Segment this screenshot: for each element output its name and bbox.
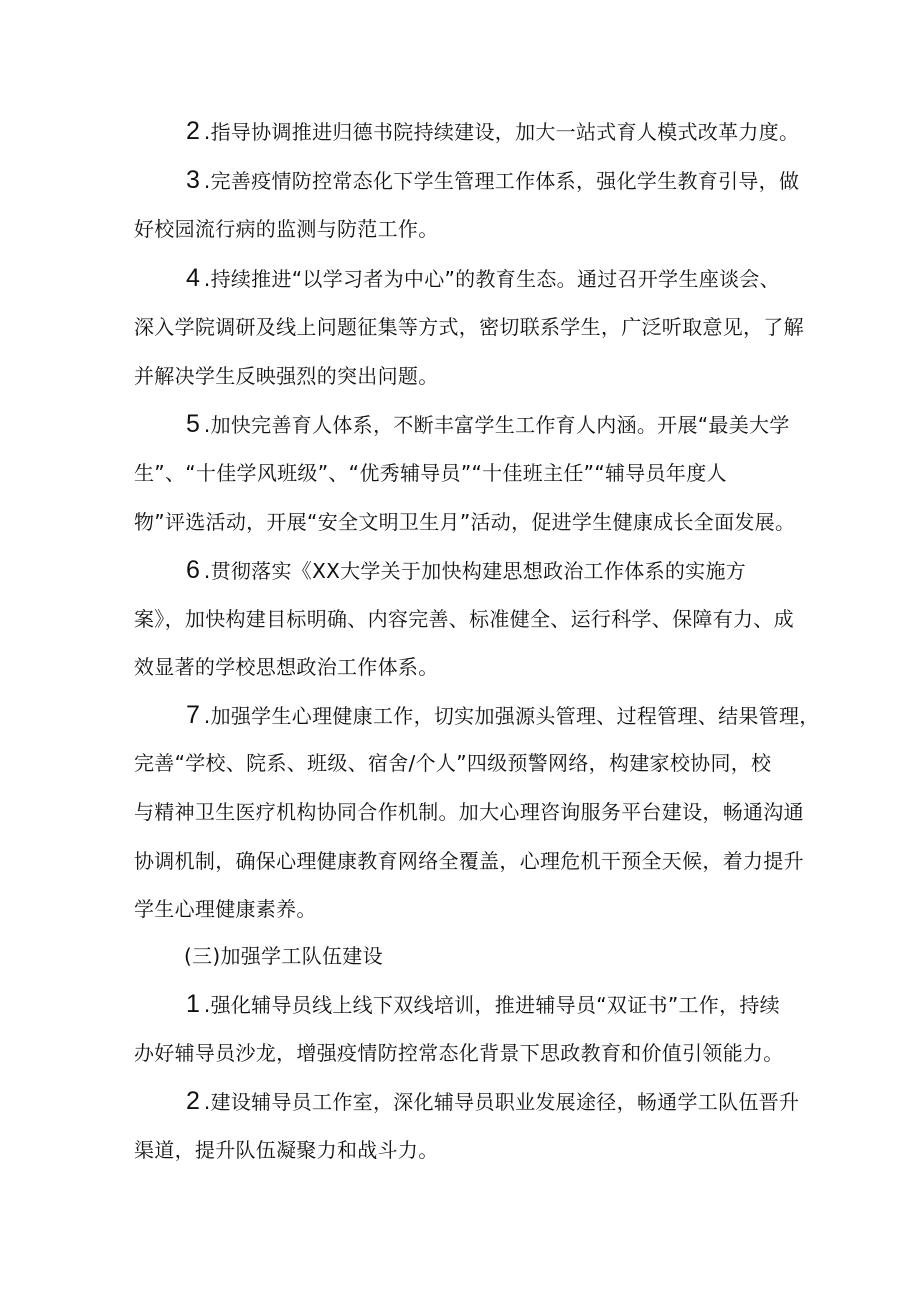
item-number: 2 [186, 117, 200, 145]
text-line [134, 847, 804, 875]
line-text: .建设辅导员工作室，深化辅导员职业发展途径，畅通学工队伍晋升 [203, 1090, 800, 1114]
line-text: 物”评选活动，开展“安全文明卫生月”活动，促进学生健康成长全面发展。 [134, 510, 796, 534]
text-line [186, 556, 746, 585]
line-text: (三)加强学工队伍建设 [184, 944, 383, 968]
text-line [134, 605, 794, 633]
item-number: 5 [186, 410, 200, 438]
item-number: 2 [186, 1087, 200, 1115]
text-line [186, 1087, 799, 1116]
section-heading [184, 942, 383, 970]
line-text: 协调机制，确保心理健康教育网络全覆盖，心理危机干预全天候，着力提升 [134, 849, 804, 873]
line-text: .持续推进“以学习者为中心”的教育生态。通过召开学生座谈会、 [203, 267, 780, 291]
line-text: .加强学生心理健康工作，切实加强源头管理、过程管理、结果管理， [203, 704, 820, 728]
text-line [134, 653, 439, 681]
line-text: 效显著的学校思想政治工作体系。 [134, 655, 439, 679]
text-line [186, 264, 780, 293]
text-line [134, 508, 795, 536]
text-line [134, 313, 804, 341]
line-text: 并解决学生反映强烈的突出问题。 [134, 364, 439, 388]
text-line [186, 990, 780, 1019]
text-line [134, 749, 771, 777]
line-text: 完善“学校、院系、班级、宿舍/个人”四级预警网络，构建家校协同，校 [134, 751, 772, 775]
text-line [134, 1039, 784, 1067]
text-line [134, 798, 804, 826]
line-text: 与精神卫生医疗机构协同合作机制。加大心理咨询服务平台建设，畅通沟通 [134, 800, 804, 824]
line-text: 好校园流行病的监测与防范工作。 [134, 217, 439, 241]
text-line [186, 166, 799, 195]
line-text: 生”、“十佳学风班级”、“优秀辅导员”“十佳班主任”“辅导员年度人 [134, 461, 727, 485]
line-text: .完善疫情防控常态化下学生管理工作体系，强化学生教育引导，做 [203, 169, 800, 193]
text-line [134, 459, 727, 487]
item-number: 3 [186, 166, 200, 194]
text-line [134, 1136, 439, 1164]
item-number: 6 [186, 556, 200, 584]
item-number: 7 [186, 701, 200, 729]
text-line [186, 410, 790, 439]
text-line [134, 215, 439, 243]
line-text: .贯彻落实《XX大学关于加快构建思想政治工作体系的实施方 [203, 559, 747, 583]
line-text: .指导协调推进归德书院持续建设，加大一站式育人模式改革力度。 [203, 120, 800, 144]
text-line [134, 362, 439, 390]
line-text: 深入学院调研及线上问题征集等方式，密切联系学生，广泛听取意见，了解 [134, 315, 804, 339]
line-text: 学生心理健康素养。 [134, 897, 317, 921]
item-number: 4 [186, 264, 200, 292]
line-text: .强化辅导员线上线下双线培训，推进辅导员“双证书”工作，持续 [203, 993, 780, 1017]
text-line [134, 895, 317, 923]
line-text: 案》，加快构建目标明确、内容完善、标准健全、运行科学、保障有力、成 [134, 607, 794, 631]
text-line [186, 701, 820, 730]
line-text: .加快完善育人体系，不断丰富学生工作育人内涵。开展“最美大学 [203, 413, 790, 437]
item-number: 1 [186, 990, 200, 1018]
text-line [186, 117, 799, 146]
line-text: 渠道，提升队伍凝聚力和战斗力。 [134, 1138, 439, 1162]
line-text: 办好辅导员沙龙，增强疫情防控常态化背景下思政教育和价值引领能力。 [134, 1041, 784, 1065]
